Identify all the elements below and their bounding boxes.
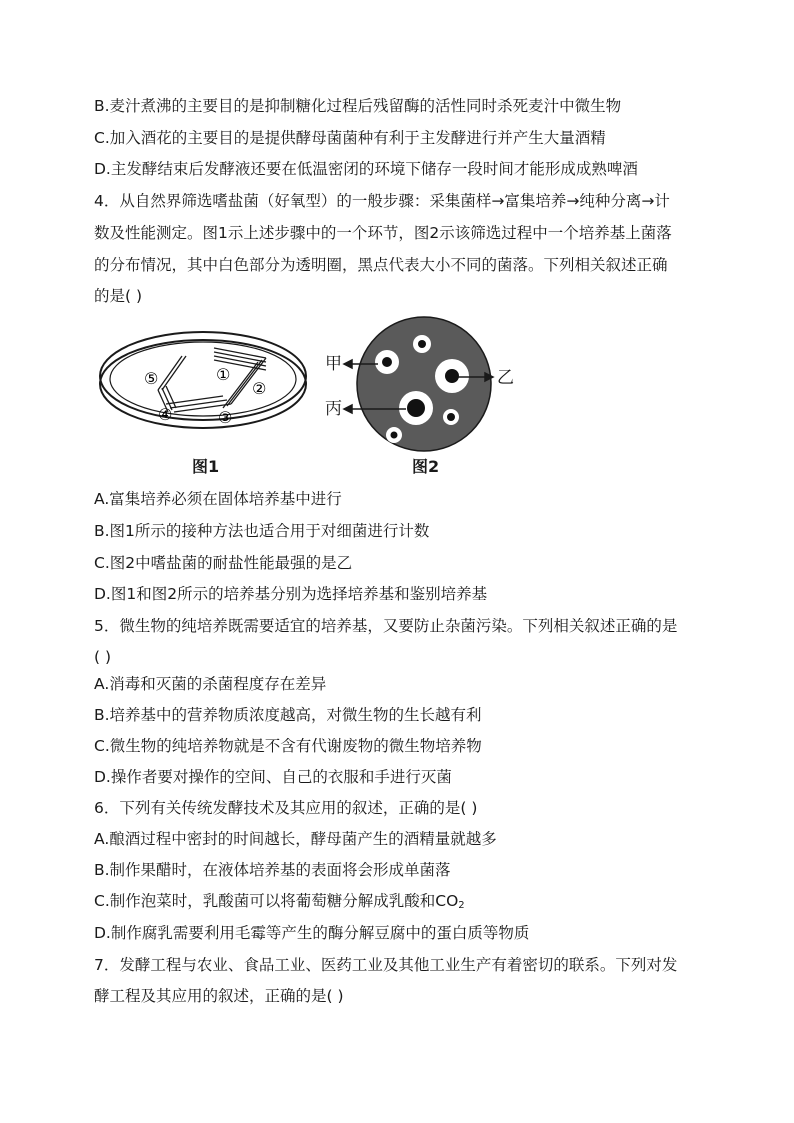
q4-option-c: C.图2中嗜盐菌的耐盐性能最强的是乙: [94, 554, 353, 572]
q5-option-c: C.微生物的纯培养物就是不含有代谢废物的微生物培养物: [94, 737, 482, 755]
q4-stem-line-1: 4．从自然界筛选嗜盐菌（好氧型）的一般步骤：采集菌样→富集培养→纯种分离→计: [94, 192, 670, 210]
q6-option-c-subscript: 2: [458, 900, 465, 911]
q4-option-a: A.富集培养必须在固体培养基中进行: [94, 490, 342, 508]
q6-stem: 6．下列有关传统发酵技术及其应用的叙述，正确的是( ): [94, 799, 478, 817]
q5-stem-line-1: 5．微生物的纯培养既需要适宜的培养基，又要防止杂菌污染。下列相关叙述正确的是: [94, 617, 678, 635]
figure-1-petri-dish: [96, 326, 311, 436]
fig1-region-5: ⑤: [144, 369, 159, 388]
fig2-label-yi: 乙: [497, 368, 514, 388]
q4-stem-line-4: 的是( ): [94, 287, 143, 305]
q6-option-a: A.酿酒过程中密封的时间越长，酵母菌产生的酒精量就越多: [94, 830, 497, 848]
q7-stem-line-1: 7．发酵工程与农业、食品工业、医药工业及其他工业生产有着密切的联系。下列对发: [94, 956, 678, 974]
q4-option-d: D.图1和图2所示的培养基分别为选择培养基和鉴别培养基: [94, 585, 488, 603]
q3-option-c: C.加入酒花的主要目的是提供酵母菌菌种有利于主发酵进行并产生大量酒精: [94, 129, 606, 147]
q4-stem-line-3: 的分布情况，其中白色部分为透明圈，黑点代表大小不同的菌落。下列相关叙述正确: [94, 256, 668, 274]
fig1-region-2: ②: [252, 379, 267, 398]
q5-option-b: B.培养基中的营养物质浓度越高，对微生物的生长越有利: [94, 706, 482, 724]
figure-1-caption: 图1: [192, 457, 220, 476]
fig1-region-3: ③: [218, 408, 233, 427]
figure-2-caption: 图2: [412, 457, 440, 476]
fig2-label-jia: 甲: [325, 354, 342, 374]
q5-option-d: D.操作者要对操作的空间、自己的衣服和手进行灭菌: [94, 768, 452, 786]
q6-option-c: [94, 891, 465, 916]
q3-option-d: D.主发酵结束后发酵液还要在低温密闭的环境下储存一段时间才能形成成熟啤酒: [94, 160, 638, 178]
q5-option-a: A.消毒和灭菌的杀菌程度存在差异: [94, 675, 327, 693]
fig1-region-1: ①: [216, 365, 231, 384]
q5-stem-line-2: ( ): [94, 648, 112, 666]
q6-option-c-text: C.制作泡菜时，乳酸菌可以将葡萄糖分解成乳酸和CO: [94, 892, 459, 910]
fig1-region-4: ④: [158, 405, 173, 424]
q7-stem-line-2: 酵工程及其应用的叙述，正确的是( ): [94, 987, 344, 1005]
fig2-label-bing: 丙: [325, 399, 342, 419]
q6-option-d: D.制作腐乳需要利用毛霉等产生的酶分解豆腐中的蛋白质等物质: [94, 924, 530, 942]
q6-option-b: B.制作果醋时，在液体培养基的表面将会形成单菌落: [94, 861, 451, 879]
q4-option-b: B.图1所示的接种方法也适合用于对细菌进行计数: [94, 522, 430, 540]
q3-option-b: B.麦汁煮沸的主要目的是抑制糖化过程后残留酶的活性同时杀死麦汁中微生物: [94, 97, 622, 115]
q4-stem-line-2: 数及性能测定。图1示上述步骤中的一个环节，图2示该筛选过程中一个培养基上菌落: [94, 224, 672, 242]
